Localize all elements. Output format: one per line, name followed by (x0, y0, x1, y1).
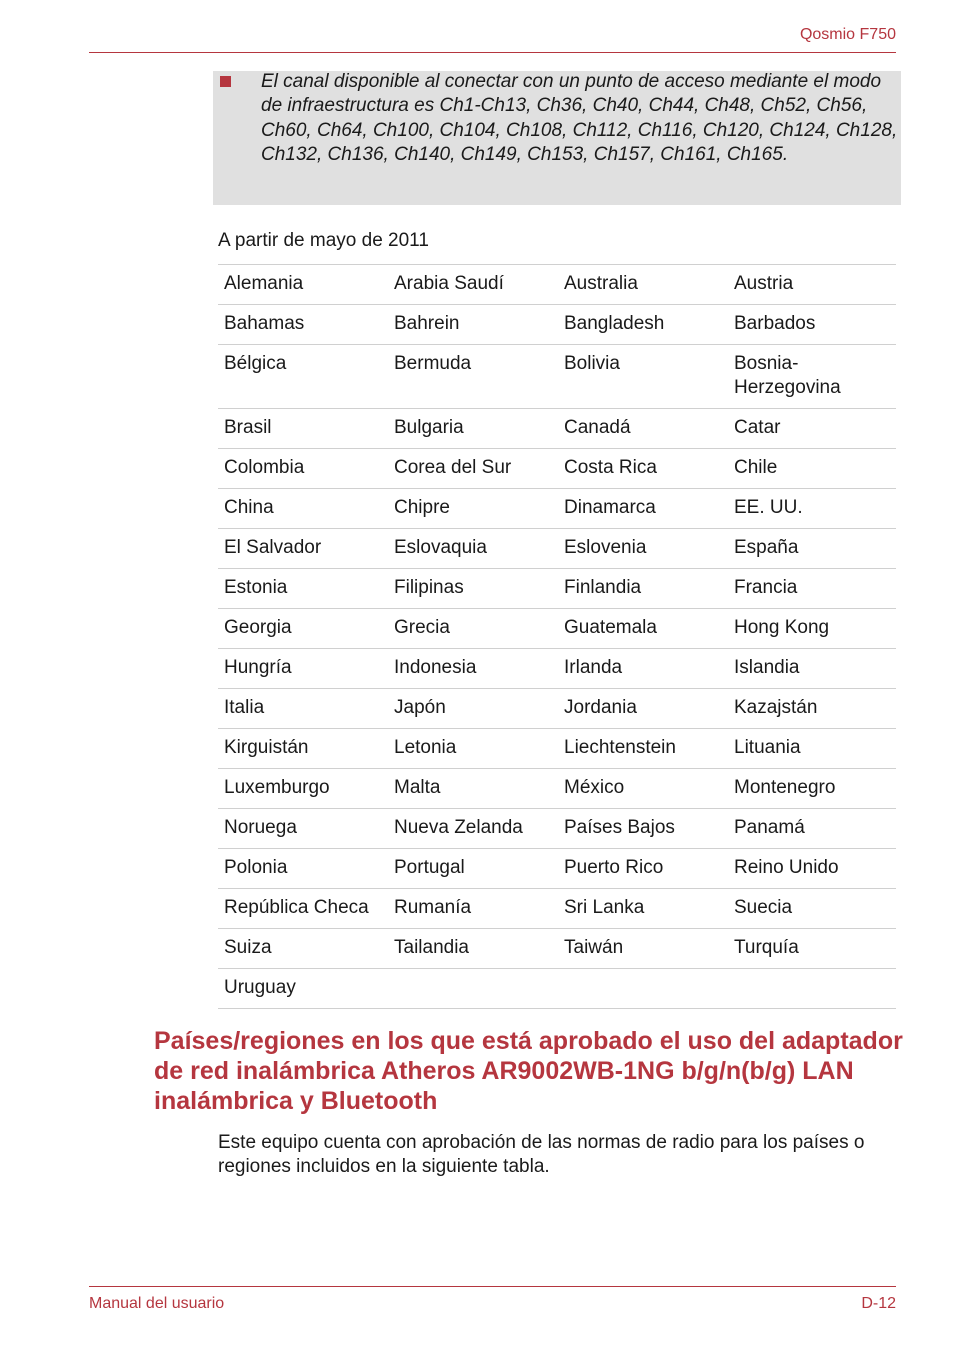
table-cell: EE. UU. (728, 489, 896, 529)
table-row (218, 265, 896, 305)
table-cell: Italia (218, 689, 388, 729)
section-heading: Países/regiones en los que está aprobado el uso del adaptador de red inalámbrica Atheros AR9002WB-1NG b/g/n(b/g) LAN inalámbrica y Bluetooth (154, 1027, 903, 1115)
table-cell: Eslovenia (558, 529, 728, 569)
table-cell: Austria (728, 265, 896, 305)
footer-manual-title: Manual del usuario (89, 1295, 225, 1312)
table-row (218, 569, 896, 609)
table-cell: Bolivia (558, 345, 728, 409)
table-cell: Guatemala (558, 609, 728, 649)
table-cell: Indonesia (388, 649, 558, 689)
table-cell: Nueva Zelanda (388, 809, 558, 849)
table-row (218, 889, 896, 929)
table-cell: Rumanía (388, 889, 558, 929)
table-cell: Chipre (388, 489, 558, 529)
table-cell: Sri Lanka (558, 889, 728, 929)
table-row (218, 969, 896, 1009)
table-cell: Puerto Rico (558, 849, 728, 889)
table-row (218, 689, 896, 729)
table-row (218, 729, 896, 769)
table-row (218, 809, 896, 849)
note-text: El canal disponible al conectar con un punto de acceso mediante el modo de infraestructura es Ch1-Ch13, Ch36, Ch40, Ch44, Ch48, Ch52, Ch56, Ch60, Ch64, Ch100, Ch104, Ch108, Ch112, Ch116, Ch120, Ch124, Ch128, Ch132, Ch136, Ch140, Ch149, Ch153, Ch157, Ch161, Ch165. (261, 71, 898, 166)
table-cell: Arabia Saudí (388, 265, 558, 305)
table-row (218, 769, 896, 809)
table-cell: Bahrein (388, 305, 558, 345)
table-cell: España (728, 529, 896, 569)
table-cell: Grecia (388, 609, 558, 649)
table-cell: Lituania (728, 729, 896, 769)
table-cell: Dinamarca (558, 489, 728, 529)
table-cell: Canadá (558, 409, 728, 449)
note-box (213, 71, 901, 205)
table-cell: Barbados (728, 305, 896, 345)
table-cell (728, 969, 896, 1009)
table-row (218, 929, 896, 969)
table-cell: Costa Rica (558, 449, 728, 489)
table-cell: Reino Unido (728, 849, 896, 889)
table-cell: Kazajstán (728, 689, 896, 729)
table-row (218, 409, 896, 449)
table-cell (388, 969, 558, 1009)
header-rule (89, 52, 896, 53)
table-cell: Estonia (218, 569, 388, 609)
table-cell: Chile (728, 449, 896, 489)
table-cell: Eslovaquia (388, 529, 558, 569)
table-cell: China (218, 489, 388, 529)
table-cell: México (558, 769, 728, 809)
table-row (218, 489, 896, 529)
table-row (218, 449, 896, 489)
table-cell: Tailandia (388, 929, 558, 969)
table-cell: Corea del Sur (388, 449, 558, 489)
table-cell: El Salvador (218, 529, 388, 569)
table-cell: Islandia (728, 649, 896, 689)
table-cell: Letonia (388, 729, 558, 769)
table-cell: Catar (728, 409, 896, 449)
table-cell: Australia (558, 265, 728, 305)
square-bullet-icon (220, 76, 231, 87)
table-cell: Malta (388, 769, 558, 809)
table-cell: Panamá (728, 809, 896, 849)
table-cell: Bélgica (218, 345, 388, 409)
table-cell: Japón (388, 689, 558, 729)
table-cell: Polonia (218, 849, 388, 889)
table-cell: Suiza (218, 929, 388, 969)
table-cell: Suecia (728, 889, 896, 929)
table-row (218, 849, 896, 889)
table-cell: Brasil (218, 409, 388, 449)
table-cell: Uruguay (218, 969, 388, 1009)
table-cell: Bahamas (218, 305, 388, 345)
table-row (218, 305, 896, 345)
table-cell: Francia (728, 569, 896, 609)
table-cell: Portugal (388, 849, 558, 889)
table-cell: Irlanda (558, 649, 728, 689)
table-cell: Kirguistán (218, 729, 388, 769)
table-cell: Hong Kong (728, 609, 896, 649)
table-cell: Jordania (558, 689, 728, 729)
table-cell: Bangladesh (558, 305, 728, 345)
table-cell: Bermuda (388, 345, 558, 409)
table-cell: Liechtenstein (558, 729, 728, 769)
table-cell: Países Bajos (558, 809, 728, 849)
table-cell: Alemania (218, 265, 388, 305)
footer-page-number: D-12 (861, 1295, 896, 1312)
table-cell: Luxemburgo (218, 769, 388, 809)
table-row (218, 529, 896, 569)
table-cell: Georgia (218, 609, 388, 649)
section-body-text: Este equipo cuenta con aprobación de las normas de radio para los países o regiones incluidos en la siguiente tabla. (218, 1132, 865, 1177)
table-cell: Finlandia (558, 569, 728, 609)
table-cell: República Checa (218, 889, 388, 929)
table-row (218, 649, 896, 689)
country-table (218, 264, 896, 1009)
table-cell: Taiwán (558, 929, 728, 969)
table-cell (558, 969, 728, 1009)
table-cell: Bulgaria (388, 409, 558, 449)
table-cell: Filipinas (388, 569, 558, 609)
table-cell: Noruega (218, 809, 388, 849)
table-cell: Colombia (218, 449, 388, 489)
footer-rule (89, 1286, 896, 1287)
header-title: Qosmio F750 (799, 26, 896, 43)
table-cell: Turquía (728, 929, 896, 969)
table-cell: Montenegro (728, 769, 896, 809)
table-caption: A partir de mayo de 2011 (218, 230, 429, 251)
table-cell: Bosnia-Herzegovina (728, 345, 896, 409)
table-row (218, 609, 896, 649)
table-row (218, 345, 896, 409)
table-cell: Hungría (218, 649, 388, 689)
